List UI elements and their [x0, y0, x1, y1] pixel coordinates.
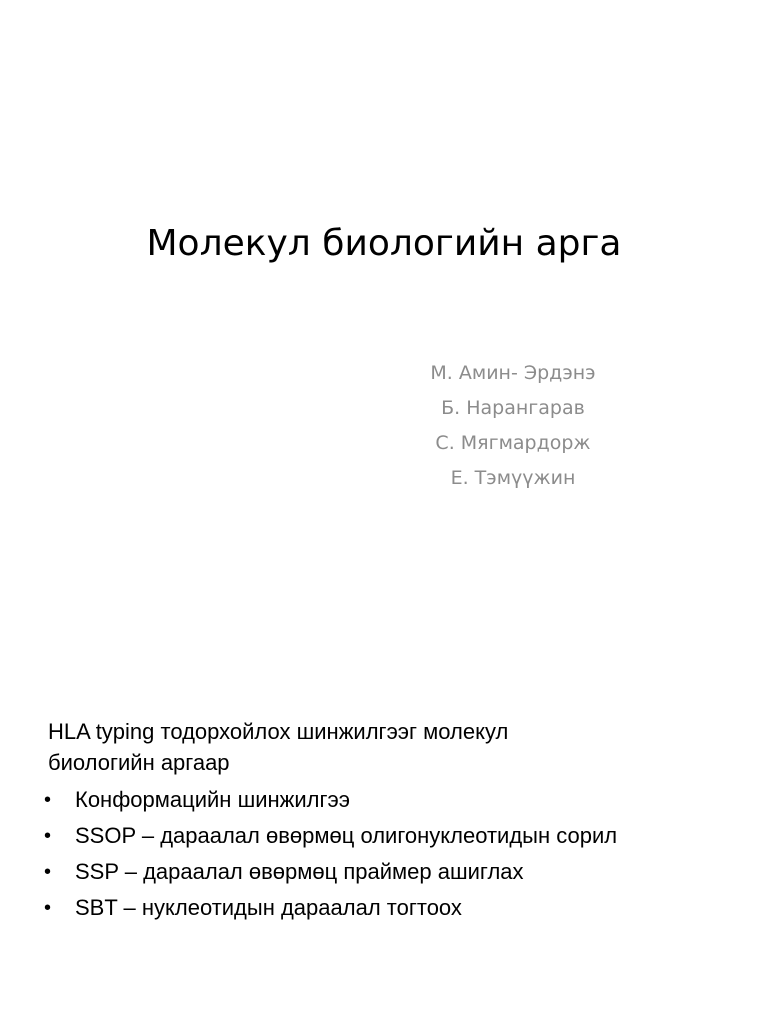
bullet-item — [44, 782, 744, 818]
author-name: Е. Тэмүүжин — [450, 467, 576, 489]
bullet-text: SBT – нуклеотидын дараалал тогтоох — [75, 895, 462, 920]
bullet-dot-icon: • — [44, 789, 52, 811]
author-name: С. Мягмардорж — [435, 432, 591, 454]
intro-line: HLA typing тодорхойлох шинжилгээг молекул — [48, 719, 509, 744]
slide-title: Молекул биологийн арга — [146, 223, 622, 264]
author-name: М. Амин- Эрдэнэ — [430, 362, 596, 384]
method-bullet-list — [44, 782, 744, 926]
bullet-item — [44, 890, 744, 926]
bullet-item — [44, 818, 744, 854]
bullet-text: Конформацийн шинжилгээ — [75, 787, 350, 812]
bullet-dot-icon: • — [44, 825, 52, 847]
bullet-item — [44, 854, 744, 890]
intro-text — [48, 716, 728, 778]
bullet-text: SSP – дараалал өвөрмөц праймер ашиглах — [75, 859, 524, 884]
author-list — [400, 356, 626, 496]
bullet-dot-icon: • — [44, 861, 52, 883]
bullet-dot-icon: • — [44, 897, 52, 919]
author-name: Б. Нарангарав — [441, 397, 585, 419]
intro-line: биологийн аргаар — [48, 750, 230, 775]
bullet-text: SSOP – дараалал өвөрмөц олигонуклеотидын сорил — [75, 823, 618, 848]
